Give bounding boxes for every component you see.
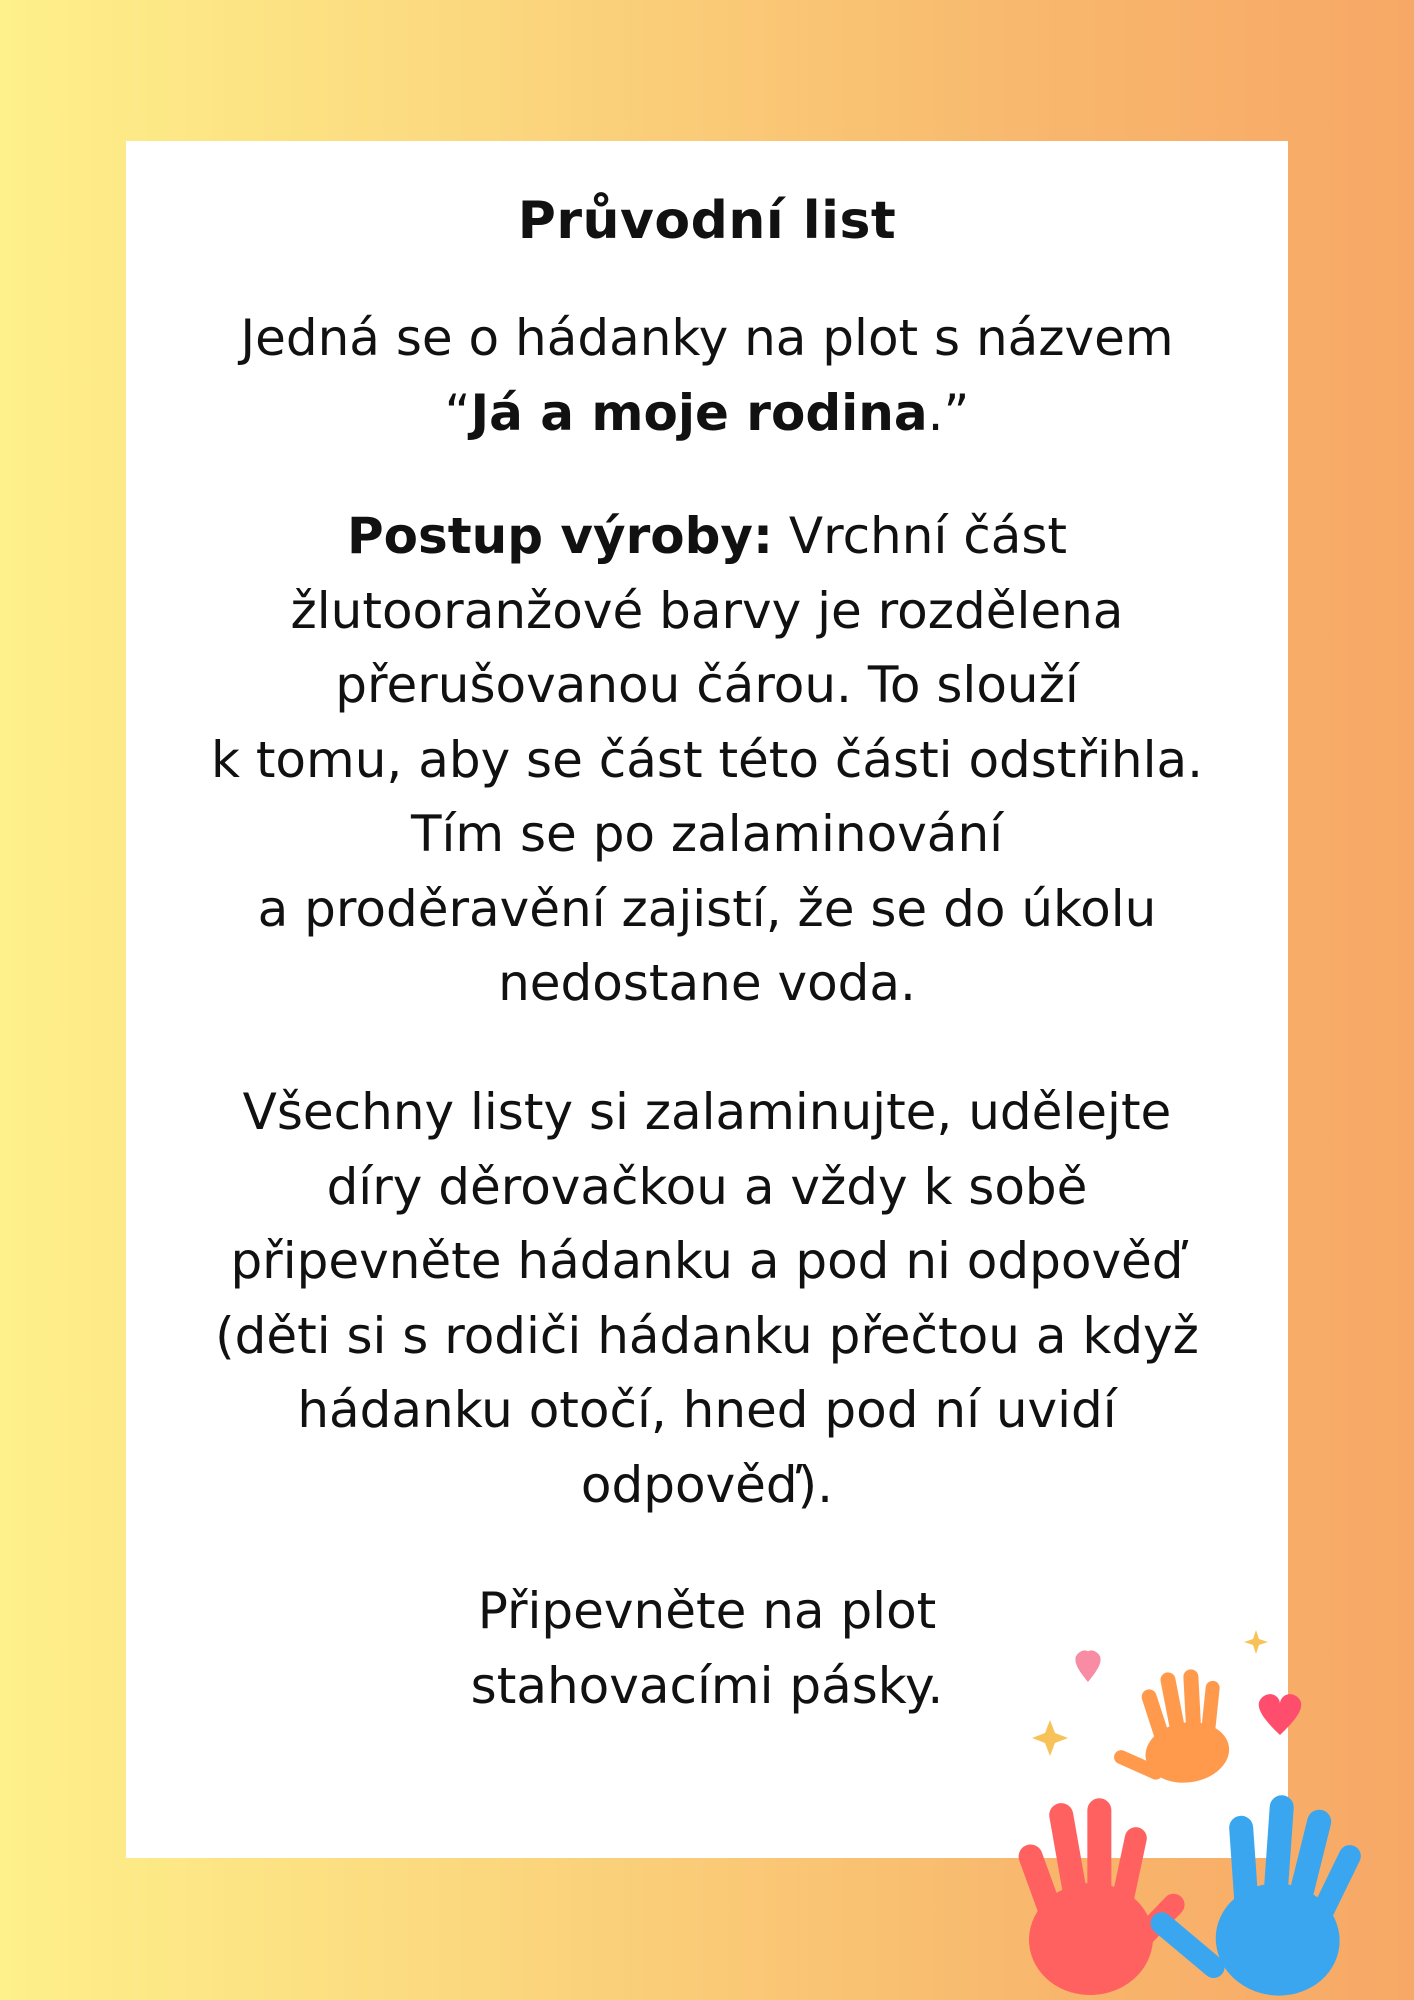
quote-close: .” — [927, 383, 970, 442]
instructions-line: (děti si s rodiči hádanku přečtou a když — [215, 1306, 1199, 1365]
instructions-line: hádanku otočí, hned pod ní uvidí — [297, 1381, 1117, 1439]
closing-line: stahovacími pásky. — [470, 1656, 944, 1715]
procedure-line: a proděravění zajistí, že se do úkolu — [257, 879, 1157, 938]
intro-line-2 — [196, 376, 1218, 451]
heart-pink-icon — [1075, 1650, 1100, 1682]
instructions-line: díry děrovačkou a vždy k sobě — [326, 1157, 1088, 1216]
instructions-paragraph — [196, 1075, 1218, 1522]
intro-line-1: Jedná se o hádanky na plot s názvem — [240, 309, 1174, 367]
hand-orange-icon — [1101, 1665, 1234, 1793]
intro-paragraph — [196, 301, 1218, 450]
procedure-line: přerušovanou čárou. To slouží — [335, 656, 1079, 714]
procedure-line-1-text: Vrchní část — [773, 507, 1068, 565]
procedure-line: Tím se po zalaminování — [410, 805, 1004, 863]
quote-open: “ — [444, 383, 471, 442]
procedure-paragraph — [196, 499, 1218, 1021]
procedure-line: k tomu, aby se část této části odstřihla. — [210, 730, 1204, 789]
sparkle-icon — [1032, 1720, 1068, 1756]
procedure-line-1 — [196, 499, 1218, 574]
instructions-line: připevněte hádanku a pod ni odpověď — [230, 1232, 1184, 1290]
document-title: Průvodní list — [517, 191, 897, 251]
document-card — [126, 141, 1288, 1858]
project-name: Já a moje rodina — [470, 383, 928, 442]
hand-red-icon — [1012, 1792, 1195, 2000]
instructions-line: odpověď). — [580, 1455, 834, 1514]
hand-blue-icon — [1140, 1782, 1369, 2000]
closing-line: Připevněte na plot — [477, 1582, 937, 1640]
heart-red-icon — [1259, 1694, 1301, 1735]
procedure-label: Postup výroby: — [346, 507, 774, 565]
hands-decoration — [1000, 1620, 1414, 2000]
procedure-line: nedostane voda. — [498, 954, 916, 1012]
procedure-line: žlutooranžové barvy je rozdělena — [290, 581, 1124, 640]
sparkle-icon — [1244, 1630, 1268, 1654]
instructions-line: Všechny listy si zalaminujte, udělejte — [242, 1083, 1172, 1141]
